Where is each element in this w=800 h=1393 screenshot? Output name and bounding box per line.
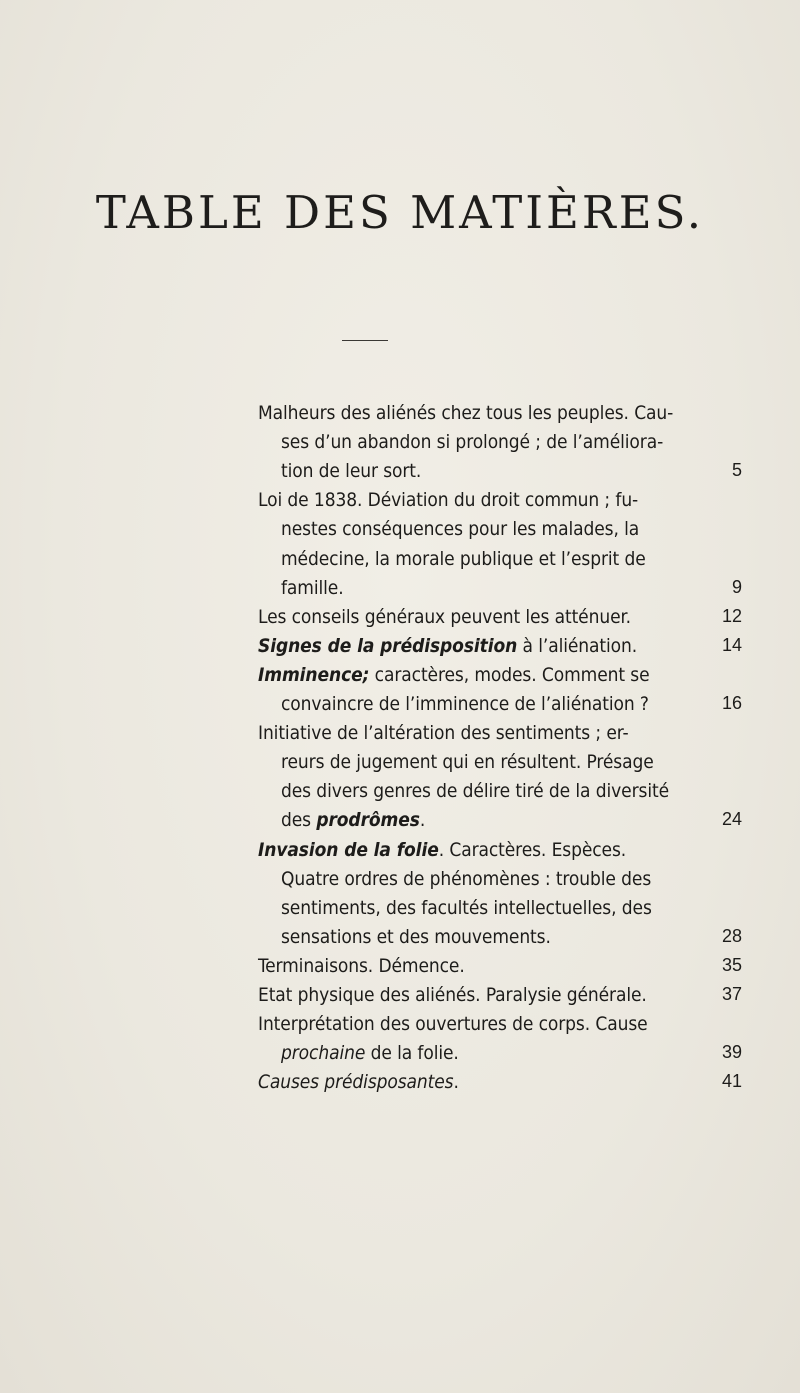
- toc-text: .: [453, 1071, 459, 1094]
- toc-text: Malheurs des aliénés chez tous les peuples. Cau-: [258, 402, 674, 424]
- toc-page-number: 39: [721, 1042, 742, 1063]
- toc-entry-continuation-line: [281, 518, 639, 540]
- toc-text: Les conseils généraux peuvent les atténuer.: [258, 605, 631, 628]
- toc-emphasis-text: Invasion de la folie: [258, 838, 439, 861]
- toc-text: famille.: [281, 576, 344, 599]
- toc-text: ses d’un abandon si prolongé ; de l’améliora-: [281, 431, 664, 454]
- toc-entry-line: [258, 955, 465, 977]
- toc-text: Loi de 1838. Déviation du droit commun ; fu-: [258, 489, 639, 512]
- toc-text: Etat physique des aliénés. Paralysie générale.: [258, 984, 647, 1006]
- toc-text: à l’aliénation.: [517, 634, 638, 657]
- toc-text: Initiative de l’altération des sentiments ; er-: [258, 722, 629, 745]
- toc-text: . Caractères. Espèces.: [438, 838, 627, 861]
- toc-entry-continuation-line: [281, 548, 646, 570]
- toc-page-number: 16: [721, 693, 742, 713]
- toc-page-number: 35: [721, 954, 742, 975]
- toc-entry-continuation-line: [281, 897, 652, 919]
- toc-entry-continuation-line: [281, 780, 669, 802]
- toc-page-number: 14: [721, 634, 742, 655]
- toc-text: .: [419, 809, 426, 832]
- toc-entry-line: [258, 635, 637, 657]
- toc-entry-line: [258, 984, 647, 1006]
- toc-page-number: 28: [721, 925, 742, 946]
- page-title: TABLE DES MATIÈRES.: [95, 186, 705, 239]
- toc-entry-line: [258, 839, 626, 861]
- toc-page-number: 12: [721, 605, 742, 626]
- toc-text: convaincre de l’imminence de l’aliénation ?: [281, 693, 649, 715]
- toc-page-number: 5: [731, 460, 742, 481]
- toc-text: Interprétation des ouvertures de corps. Cause: [258, 1013, 648, 1036]
- title-divider: [342, 340, 388, 341]
- toc-entry-continuation-line: [281, 926, 551, 948]
- toc-entry-continuation-line: [281, 1042, 459, 1064]
- toc-entry-continuation-line: [281, 693, 649, 715]
- toc-entry-line: [258, 664, 650, 686]
- toc-text: Quatre ordres de phénomènes : trouble des: [281, 867, 652, 890]
- toc-entry-continuation-line: [281, 751, 654, 773]
- toc-text: nestes conséquences pour les malades, la: [281, 518, 640, 541]
- toc-emphasis-text: Signes de la prédisposition: [258, 634, 518, 657]
- toc-entry-line: [258, 1013, 648, 1035]
- toc-text: sentiments, des facultés intellectuelles, des: [281, 896, 652, 919]
- toc-page-number: 37: [721, 984, 742, 1004]
- toc-entry-line: [258, 402, 673, 424]
- toc-text: médecine, la morale publique et l’esprit de: [281, 547, 646, 570]
- toc-page-number: 9: [731, 576, 742, 597]
- toc-entry-continuation-line: [281, 431, 663, 453]
- toc-emphasis-text: prodrômes: [316, 809, 420, 832]
- toc-text: caractères, modes. Comment se: [369, 663, 650, 686]
- toc-emphasis-text: Imminence;: [258, 663, 370, 686]
- toc-entry-continuation-line: [281, 868, 651, 890]
- toc-entry-line: [258, 489, 638, 511]
- toc-text: Terminaisons. Démence.: [258, 954, 465, 977]
- toc-text: des: [281, 809, 317, 832]
- toc-entry-continuation-line: [281, 577, 344, 599]
- toc-page-number: 24: [721, 809, 742, 830]
- toc-entry-continuation-line: [281, 809, 425, 831]
- toc-text: des divers genres de délire tiré de la diversité: [281, 780, 669, 803]
- toc-entry-line: [258, 722, 629, 744]
- toc-entry-line: [258, 1071, 459, 1093]
- toc-page-number: 41: [721, 1071, 742, 1092]
- toc-text: tion de leur sort.: [281, 460, 422, 483]
- toc-text: de la folie.: [365, 1042, 459, 1065]
- toc-entry-line: [258, 606, 631, 628]
- toc-emphasis-text: prochaine: [281, 1042, 366, 1065]
- toc-text: sensations et des mouvements.: [281, 925, 551, 948]
- toc-entry-continuation-line: [281, 460, 421, 482]
- toc-emphasis-text: Causes prédisposantes: [258, 1071, 454, 1094]
- toc-text: reurs de jugement qui en résultent. Présage: [281, 751, 654, 774]
